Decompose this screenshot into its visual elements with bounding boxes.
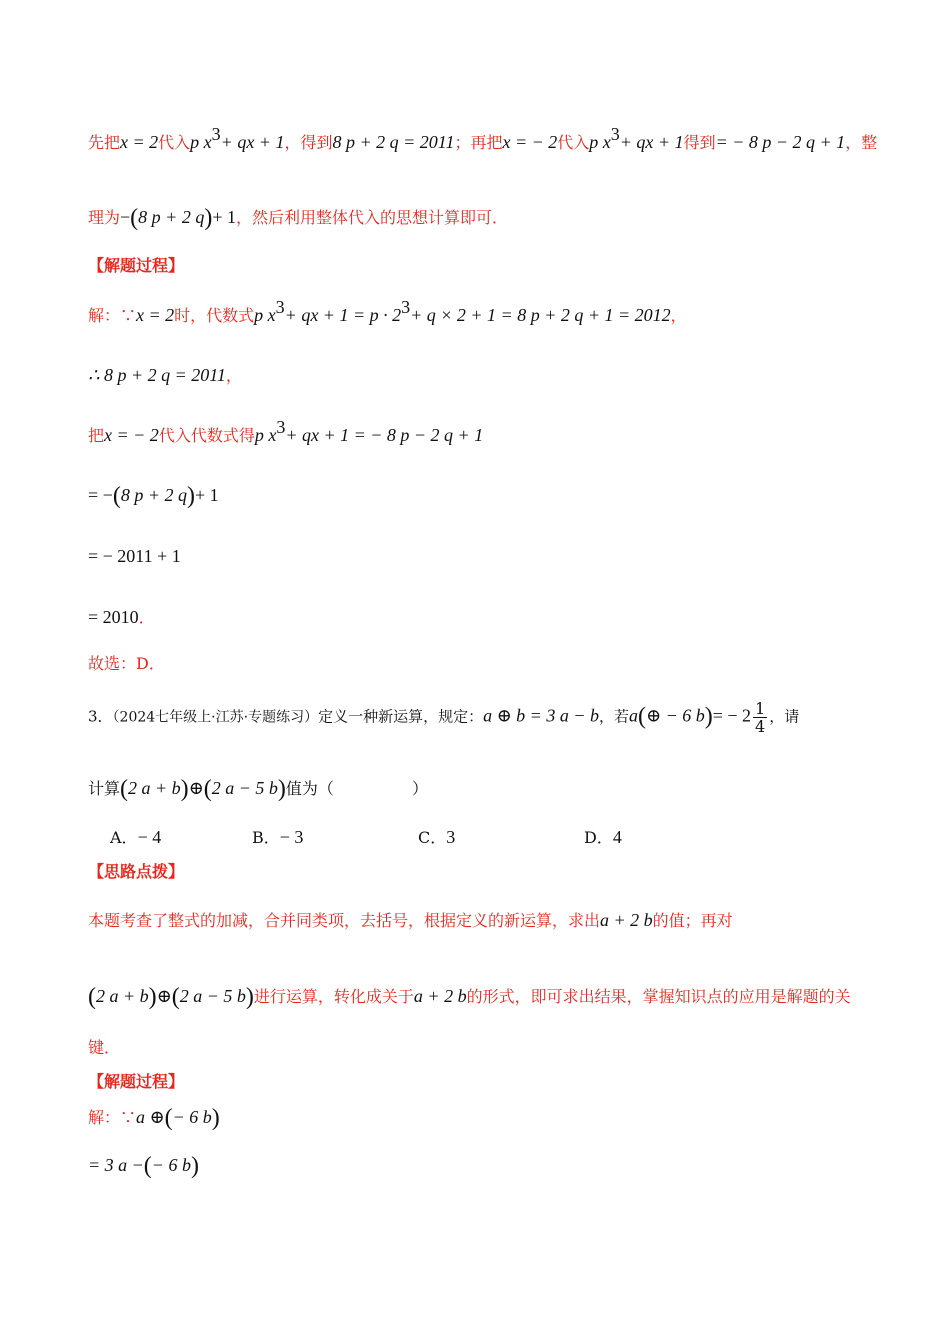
math: a ⊕ b = 3 a − b [483, 705, 599, 726]
math: ⊕ [156, 986, 172, 1006]
math: + qx + 1 [220, 132, 285, 152]
text: 进行运算，转化成关于 [253, 987, 414, 1006]
text: ；再把 [454, 133, 503, 152]
math: 8 p + 2 q [138, 207, 205, 227]
option-label: A． [110, 828, 138, 847]
text: 的值；再对 [652, 911, 733, 930]
text: ． [138, 608, 155, 627]
math: = − 2 [712, 705, 752, 726]
math: 8 p + 2 q [120, 485, 187, 505]
text: ，然后利用整体代入的思想计算即可． [235, 208, 508, 227]
solution-line-5 [88, 544, 870, 569]
math: a [628, 705, 638, 726]
math: = − 8 p − 2 q + 1 [715, 132, 846, 152]
math: 2 a + b [96, 986, 149, 1006]
text: 解：∵ [88, 1108, 137, 1127]
option-value: 3 [446, 827, 456, 847]
section-heading-solution-2: 【解题过程】 [88, 1072, 185, 1091]
option-b[interactable] [252, 825, 303, 848]
math: x = − 2 [104, 425, 159, 445]
math: 2 a + b [128, 778, 181, 798]
math: + qx + 1 = p · 2 [284, 305, 402, 325]
text: 时，代数式 [174, 306, 255, 325]
hint-2-line-2: (2 a + b)⊕(2 a − 5 b)进行运算，转化成关于a + 2 b的形式，即可求出结果，掌握知识点的应用是解题的关 [88, 984, 851, 1010]
math: = − 2011 + 1 [88, 546, 181, 566]
question-3-line-2: 计算(2 a + b)⊕(2 a − 5 b)值为（ ） [88, 776, 428, 802]
math: a + 2 b [600, 910, 653, 930]
math: p x [254, 305, 276, 325]
text: ， [225, 366, 242, 385]
text: ，整 [845, 133, 878, 152]
math: + 1 [212, 207, 236, 227]
answer-choice: 故选：D． [88, 654, 165, 673]
option-value: − 4 [137, 827, 162, 847]
solution-2-line-1: 解：∵a ⊕(− 6 b) [88, 1105, 220, 1131]
math: p x [190, 132, 212, 152]
math: − 6 b [172, 1107, 212, 1127]
math: p x [254, 425, 277, 445]
option-label: C． [418, 828, 447, 847]
text: 定义一种新运算，规定： [318, 707, 484, 726]
text: 解：∵ [88, 306, 137, 325]
text: 先把 [88, 133, 121, 152]
math: ⊕ [188, 778, 204, 798]
math: + q × 2 + 1 = 8 p + 2 q + 1 = 2012 [410, 305, 671, 325]
section-heading-hint: 【思路点拨】 [88, 862, 185, 881]
text: ，若 [598, 707, 629, 726]
text: 代入 [557, 133, 590, 152]
question-3-line-1: 3．（2024七年级上·江苏·专题练习）定义一种新运算，规定：a ⊕ b = 3 a − b，若a(⊕ − 6 b)= − 2 $\frac{1}{4}$ ，请 [88, 699, 800, 736]
option-d[interactable] [584, 825, 622, 848]
solution-line-6 [88, 605, 870, 630]
text: 得到 [683, 133, 716, 152]
math: = 2010 [88, 607, 139, 627]
text: ， [670, 306, 687, 325]
math: x = 2 [136, 305, 175, 325]
text: ，得到 [284, 133, 333, 152]
text: 把 [88, 426, 105, 445]
math: 2 a − 5 b [179, 986, 246, 1006]
section-heading-solution: 【解题过程】 [88, 256, 185, 275]
math: + qx + 1 [619, 132, 684, 152]
text: 计算 [88, 779, 121, 798]
solution-line-1: 解：∵x = 2时，代数式p $x^3+$ qx + $1 = p \cdot 2^3+ q \times 2 + 1 = 8$ p + 2 q + 1 = 2012， [88, 297, 687, 325]
solution-2-line-2: = 3 a −(− 6 b) [88, 1153, 199, 1179]
math: − [120, 207, 131, 227]
text: 代入 [158, 133, 191, 152]
text: 代入代数式得 [158, 426, 255, 445]
hint-line-1: 先把x = 2代入p $x^3+$ qx + 1，得到8 p + 2 q = 2011；再把x = − 2代入p $x^3+$ qx + 1得到= − 8 p − 2 q + 1，整 [88, 124, 878, 152]
option-label: D． [584, 828, 613, 847]
option-a[interactable] [110, 825, 161, 848]
math: + qx + 1 = − 8 p − 2 q + 1 [285, 425, 484, 445]
text: ，请 [769, 707, 800, 726]
math: 2 a − 5 b [211, 778, 278, 798]
fraction [753, 700, 767, 735]
math: = − [88, 485, 113, 505]
math: = 3 a − [88, 1155, 144, 1175]
question-source: （2024七年级上·江苏·专题练习） [112, 709, 319, 726]
hint-line-2: 理为−(8 p + 2 q)+ 1，然后利用整体代入的思想计算即可． [88, 205, 508, 231]
fraction-denominator: 4 [755, 717, 766, 736]
math: a ⊕ [136, 1107, 165, 1127]
text: 理为 [88, 208, 121, 227]
solution-line-3: 把x = − 2代入代数式得p $x^3+$ qx + 1 = − 8 p − 2 q + 1 [88, 417, 484, 445]
math: ⊕ − 6 b [645, 705, 705, 726]
math: − 6 b [151, 1155, 191, 1175]
hint-2-line-1 [88, 908, 870, 933]
solution-line-2 [88, 363, 870, 388]
hint-2-line-3: 键． [88, 1038, 121, 1057]
option-value: − 3 [279, 827, 304, 847]
math: + 1 [194, 485, 219, 505]
question-number: 3． [88, 707, 113, 726]
math: p x [589, 132, 611, 152]
text: 值为（ [285, 779, 334, 798]
option-value: 4 [612, 827, 622, 847]
math: x = 2 [120, 132, 159, 152]
math: x = − 2 [502, 132, 558, 152]
option-c[interactable] [418, 825, 455, 848]
fraction-numerator: 1 [755, 699, 766, 718]
math: a + 2 b [413, 986, 467, 1006]
option-label: B． [252, 828, 280, 847]
text: 的形式，即可求出结果，掌握知识点的应用是解题的关 [466, 987, 851, 1006]
text: 本题考查了整式的加减，合并同类项，去括号，根据定义的新运算，求出 [88, 911, 601, 930]
math: 8 p + 2 q = 2011 [332, 132, 455, 152]
solution-line-4: = −(8 p + 2 q)+ 1 [88, 483, 219, 509]
math: ∴ 8 p + 2 q = 2011 [88, 365, 226, 385]
text: ） [411, 779, 428, 798]
